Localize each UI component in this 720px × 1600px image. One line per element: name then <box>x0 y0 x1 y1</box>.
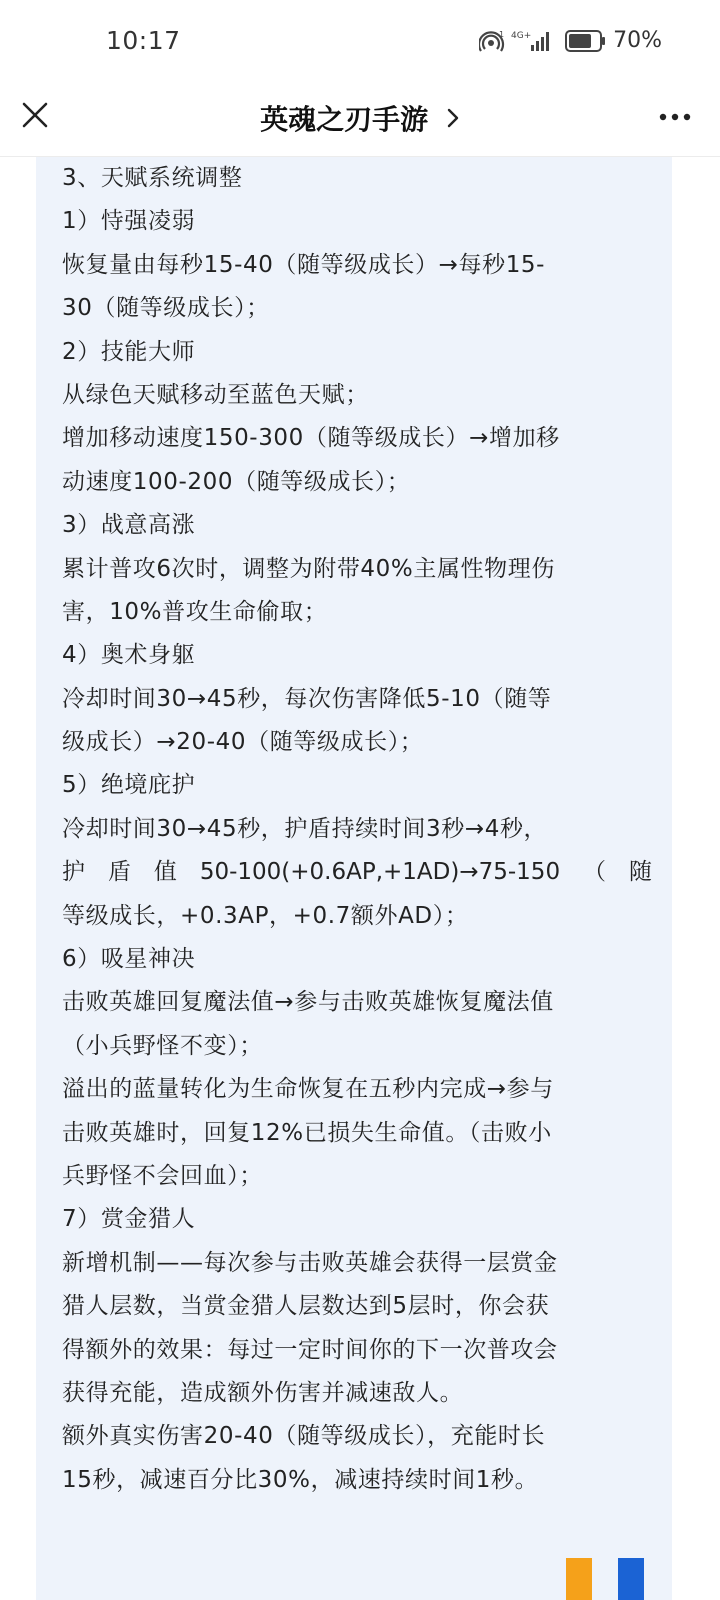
article-line: 击败英雄回复魔法值→参与击败英雄恢复魔法值 <box>62 989 554 1016</box>
svg-text:4G+: 4G+ <box>511 30 532 41</box>
article-line: 猎人层数，当赏金猎人层数达到5层时，你会获 <box>62 1293 550 1320</box>
status-bar <box>0 0 720 88</box>
article-word: 护 <box>62 859 85 886</box>
article-line: 累计普攻6次时，调整为附带40%主属性物理伤 <box>62 555 555 582</box>
article-word: 盾 <box>107 859 131 886</box>
article-line: 等级成长，+0.3AP，+0.7额外AD）； <box>62 902 469 929</box>
page-title[interactable] <box>0 98 720 138</box>
article-line: 3）战意高涨 <box>62 512 196 539</box>
svg-text:1: 1 <box>499 29 505 39</box>
article-line: 15秒，减速百分比30%，减速持续时间1秒。 <box>62 1466 539 1493</box>
article-line: 2）技能大师 <box>62 338 196 365</box>
article-line: 溢出的蓝量转化为生命恢复在五秒内完成→参与 <box>62 1076 554 1103</box>
article-line-justified <box>62 851 652 894</box>
article-line: 得额外的效果：每过一定时间你的下一次普攻会 <box>62 1336 558 1363</box>
article-line: 获得充能，造成额外伤害并减速敌人。 <box>62 1379 464 1406</box>
article-line: 冷却时间30→45秒，每次伤害降低5-10（随等 <box>62 685 552 712</box>
article-line: （小兵野怪不变）； <box>62 1032 263 1059</box>
article-line: 级成长）→20-40（随等级成长）； <box>62 729 424 756</box>
orange-block-decoration <box>566 1558 592 1600</box>
article-word: （ <box>583 859 607 886</box>
article-line: 新增机制——每次参与击败英雄会获得一层赏金 <box>62 1249 558 1276</box>
article-line: 害，10%普攻生命偷取； <box>62 598 328 625</box>
signal-icon <box>511 29 553 53</box>
article-line: 额外真实伤害20-40（随等级成长），充能时长 <box>62 1423 546 1450</box>
article-word: 50-100(+0.6AP,+1AD)→75-150 <box>199 859 561 886</box>
article-line: 增加移动速度150-300（随等级成长）→增加移 <box>62 425 560 452</box>
blue-block-decoration <box>618 1558 644 1600</box>
article-body <box>62 157 652 1502</box>
article-line: 5）绝境庇护 <box>62 772 196 799</box>
battery-percent: 70% <box>613 28 662 53</box>
article-line: 7）赏金猎人 <box>62 1206 196 1233</box>
more-options-icon[interactable] <box>658 112 692 122</box>
article-line: 4）奥术身躯 <box>62 642 196 669</box>
battery-icon <box>565 30 607 52</box>
nav-bar <box>0 88 720 157</box>
article-line: 冷却时间30→45秒，护盾持续时间3秒→4秒， <box>62 815 548 842</box>
article-line: 从绿色天赋移动至蓝色天赋； <box>62 381 369 408</box>
article-line: 恢复量由每秒15-40（随等级成长）→每秒15- <box>62 251 546 278</box>
hotspot-icon <box>479 29 505 53</box>
page-title-text: 英魂之刃手游 <box>260 103 429 136</box>
article-line: 击败英雄时，回复12%已损失生命值。（击败小 <box>62 1119 552 1146</box>
status-icons <box>479 28 662 53</box>
article-line: 动速度100-200（随等级成长）； <box>62 468 411 495</box>
article-line: 3、天赋系统调整 <box>62 165 243 191</box>
article-line: 6）吸星神决 <box>62 946 196 973</box>
article-line: 1）恃强凌弱 <box>62 208 196 235</box>
article-word: 值 <box>153 859 177 886</box>
article-line: 兵野怪不会回血）； <box>62 1162 263 1189</box>
chevron-right-icon <box>446 107 460 129</box>
article-card <box>36 157 672 1600</box>
status-time: 10:17 <box>106 26 181 55</box>
article-word: 随 <box>628 859 652 886</box>
article-line: 30（随等级成长）； <box>62 295 270 322</box>
